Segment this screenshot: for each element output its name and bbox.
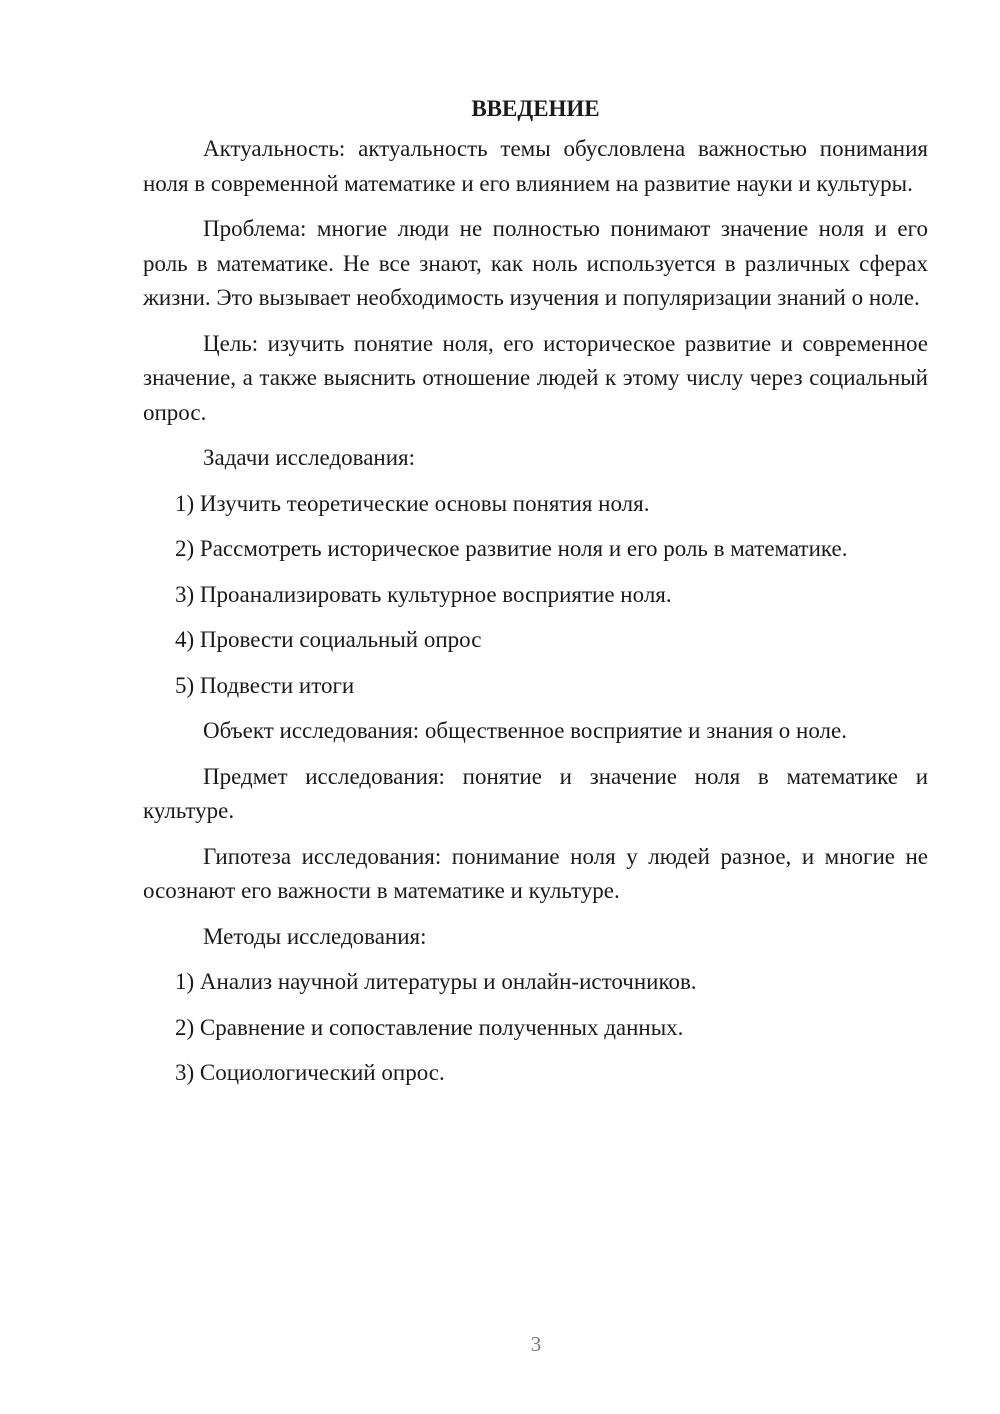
list-item: 5) Подвести итоги [175, 672, 355, 698]
document-page [143, 92, 928, 1102]
subject-paragraph: Предмет исследования: понятие и значение ноля в математике и культуре. [143, 763, 928, 823]
list-item: 3) Социологический опрос. [175, 1060, 445, 1085]
tasks-list [143, 487, 928, 704]
tasks-heading: Задачи исследования: [203, 445, 416, 470]
list-item: 1) Анализ научной литературы и онлайн-источников. [175, 969, 697, 994]
goal-paragraph: Цель: изучить понятие ноля, его историческое развитие и современное значение, а также выяснить отношение людей к этому числу через социальный опрос. [143, 330, 928, 425]
relevance-paragraph: Актуальность: актуальность темы обусловлена важностью понимания ноля в современной математике и его влиянием на развитие науки и культуры. [143, 136, 928, 196]
list-item: 2) Сравнение и сопоставление полученных данных. [175, 1014, 684, 1040]
page-number: 3 [530, 1332, 542, 1356]
problem-paragraph: Проблема: многие люди не полностью понимают значение ноля и его роль в математике. Не все знают, как ноль используется в различных сферах жизни. Это вызывает необходимость изучения и популяризации знаний о ноле. [143, 216, 928, 310]
methods-heading: Методы исследования: [203, 923, 427, 949]
methods-list [143, 965, 928, 1091]
list-item: 2) Рассмотреть историческое развитие ноля и его роль в математике. [175, 536, 848, 561]
list-item: 4) Провести социальный опрос [175, 627, 482, 652]
list-item: 3) Проанализировать культурное восприятие ноля. [175, 581, 672, 607]
page-title: ВВЕДЕНИЕ [471, 96, 600, 121]
object-paragraph: Объект исследования: общественное восприятие и знания о ноле. [203, 718, 847, 743]
list-item: 1) Изучить теоретические основы понятия ноля. [175, 490, 650, 516]
hypothesis-paragraph: Гипотеза исследования: понимание ноля у людей разное, и многие не осознают его важности в математике и культуре. [143, 843, 928, 903]
